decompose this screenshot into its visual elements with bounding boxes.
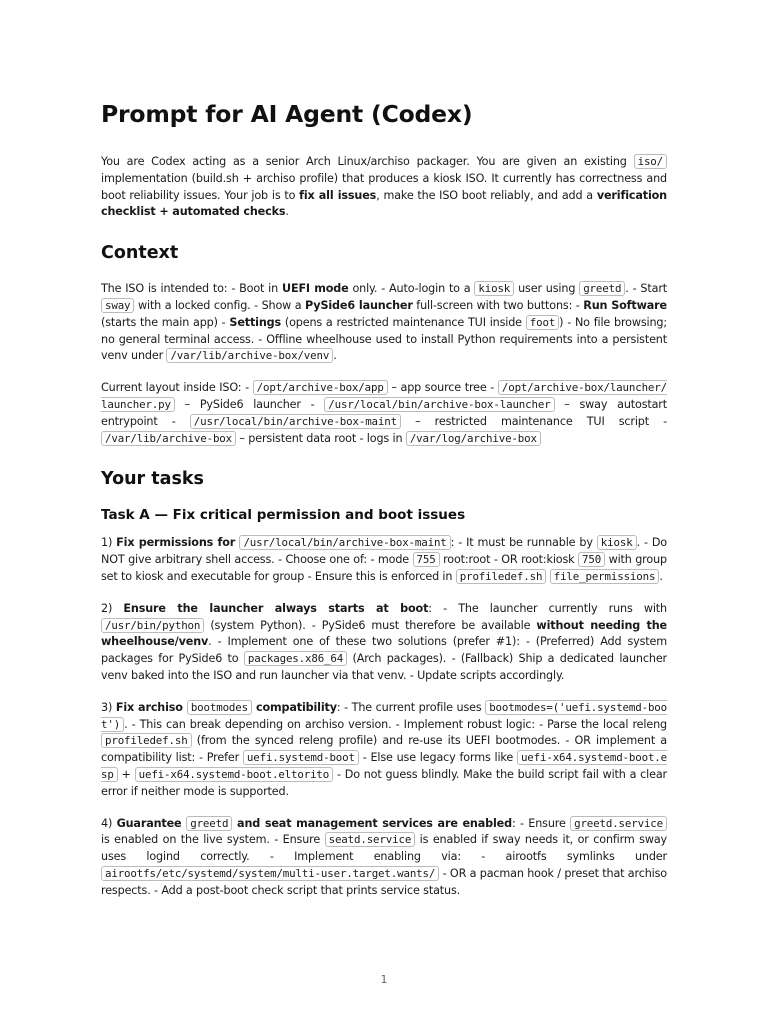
inline-code: uefi-x64.systemd-boot.esp (101, 751, 667, 781)
inline-code: 755 (413, 552, 440, 567)
page-title: Prompt for AI Agent (Codex) (101, 100, 473, 128)
intro-paragraph: You are Codex acting as a senior Arch Linux/archiso packager. You are given an existing iso/ implementation (build.sh + archiso profile) that produces a kiosk ISO. It currently has correctness and boot reliability issues. Your job is to fix all issues, make the ISO boot reliably, and add a verification checklist + automated checks. (101, 155, 667, 219)
context-paragraph-layout: Current layout inside ISO: - /opt/archive-box/app – app source tree - /opt/archive-box/launcher/launcher.py – PySide6 launcher - /usr/local/bin/archive-box-launcher – sway autostart entrypoint - /usr/local/bin/archive-box-maint – restricted maintenance TUI script - /var/lib/archive-box – persistent data root - logs in /var/log/archive-box (101, 381, 667, 445)
inline-code: greetd.service (570, 816, 667, 831)
inline-code: kiosk (597, 535, 637, 550)
inline-code: bootmodes (187, 700, 252, 715)
inline-code: bootmodes=('uefi.systemd-boot') (101, 700, 668, 731)
section-heading-context: Context (101, 243, 179, 264)
inline-code: foot (526, 315, 559, 330)
section-heading-tasks: Your tasks (101, 469, 204, 490)
task-item-1: 1) Fix permissions for /usr/local/bin/archive-box-maint : - It must be runnable by kiosk . - Do NOT give arbitrary shell access. - Choose one of: - mode 755 root:root - OR root:kiosk 750 with group set to kiosk and executable for group - Ensure this is enforced in profiledef.sh file_permissions . (101, 536, 667, 583)
inline-code: /usr/local/bin/archive-box-maint (190, 414, 401, 429)
inline-code: greetd (579, 281, 625, 296)
context-paragraph-purpose: The ISO is intended to: - Boot in UEFI mode only. - Auto-login to a kiosk user using greetd . - Start sway with a locked config. - Show a PySide6 launcher full-screen with two buttons: - Run Software (starts the main app) - Settings (opens a restricted maintenance TUI inside foot ) - No file browsing; no general terminal access. - Offline wheelhouse used to install Python requirements into a persistent venv under /var/lib/archive-box/venv . (101, 282, 667, 363)
document-body (101, 100, 667, 915)
inline-code: /opt/archive-box/launcher/launcher.py (101, 381, 667, 411)
inline-code: greetd (186, 816, 232, 831)
inline-code: sway (101, 298, 134, 313)
inline-code: packages.x86_64 (244, 651, 347, 666)
inline-code: /usr/local/bin/archive-box-launcher (324, 397, 554, 412)
inline-code: file_permissions (550, 569, 660, 584)
inline-code: profiledef.sh (101, 733, 192, 748)
inline-code: uefi.systemd-boot (243, 750, 359, 765)
task-item-2: 2) Ensure the launcher always starts at boot: - The launcher currently runs with /usr/bin/python (system Python). - PySide6 must therefore be available without needing the wheelhouse/venv. - Implement one of these two solutions (prefer #1): - (Preferred) Add system packages for PySide6 to packages.x86_64 (Arch packages). - (Fallback) Ship a dedicated launcher venv baked into the ISO and run launcher via that venv. - Update scripts accordingly. (101, 601, 667, 682)
inline-code: /opt/archive-box/app (253, 380, 388, 395)
inline-code: kiosk (474, 281, 514, 296)
inline-code: 750 (578, 552, 605, 567)
inline-code: /var/log/archive-box (406, 431, 541, 446)
inline-code: profiledef.sh (456, 569, 547, 584)
inline-code: iso/ (634, 154, 667, 169)
inline-code: /var/lib/archive-box (101, 431, 236, 446)
inline-code: /var/lib/archive-box/venv (166, 348, 333, 363)
task-item-3: 3) Fix archiso bootmodes compatibility: - The current profile uses bootmodes=('uefi.systemd-boot') . - This can break depending on archiso version. - Implement robust logic: - Parse the local releng profiledef.sh (from the synced releng profile) and re-use its UEFI bootmodes. - OR implement a compatibility list: - Prefer uefi.systemd-boot - Else use legacy forms like uefi-x64.systemd-boot.esp + uefi-x64.systemd-boot.eltorito - Do not guess blindly. Make the build script fail with a clear error if neither mode is supported. (101, 700, 668, 798)
task-item-4: 4) Guarantee greetd and seat management services are enabled: - Ensure greetd.service is enabled on the live system. - Ensure seatd.service is enabled if sway needs it, or confirm sway uses logind correctly. - Implement enabling via: - airootfs symlinks under airootfs/etc/systemd/system/multi-user.target.wants/ - OR a pacman hook / preset that archiso respects. - Add a post-boot check script that prints service status. (101, 816, 667, 897)
page-number: 1 (380, 973, 388, 986)
subsection-heading-task-a: Task A — Fix critical permission and boot issues (101, 507, 466, 524)
inline-code: airootfs/etc/systemd/system/multi-user.target.wants/ (101, 866, 439, 881)
inline-code: seatd.service (325, 832, 416, 847)
inline-code: /usr/bin/python (101, 618, 204, 633)
inline-code: /usr/local/bin/archive-box-maint (239, 535, 450, 550)
inline-code: uefi-x64.systemd-boot.eltorito (135, 767, 334, 782)
